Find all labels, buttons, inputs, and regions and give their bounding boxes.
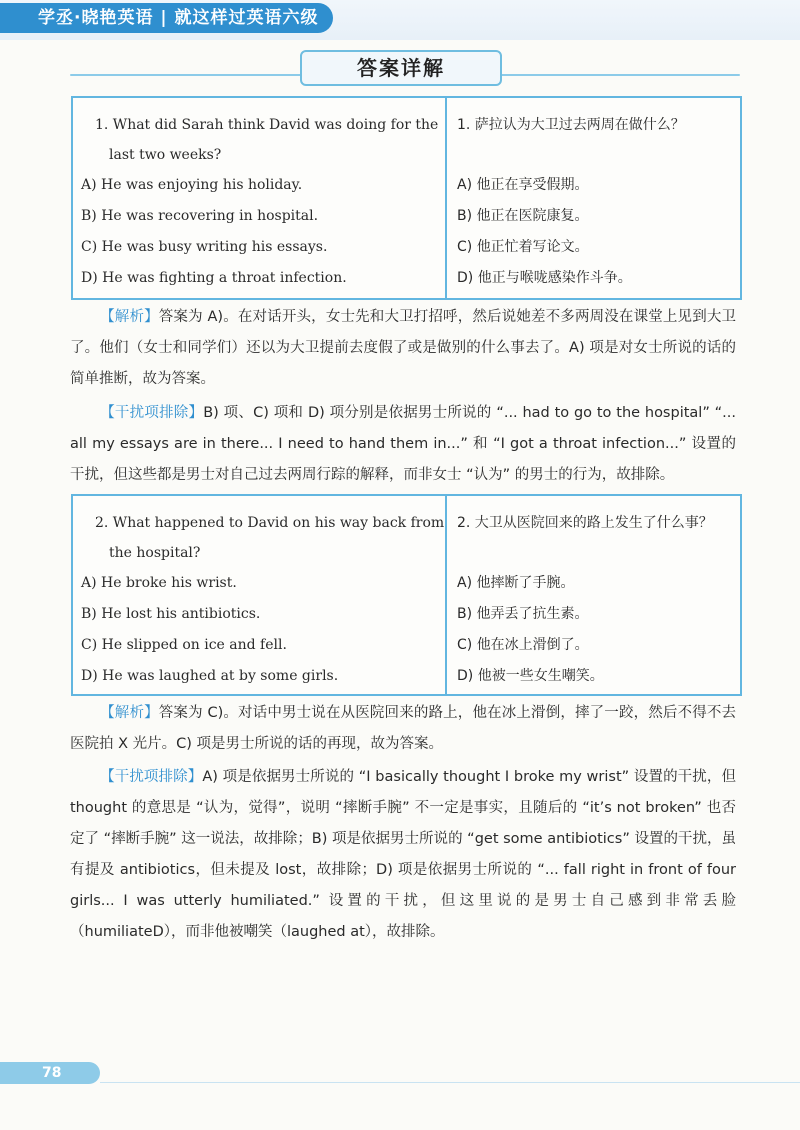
question-2-text-en: 2. What happened to David on his way back from the hospital?: [95, 515, 445, 561]
question-1-analysis: [70, 302, 736, 395]
question-1-text-zh: 1. 萨拉认为大卫过去两周在做什么？: [457, 117, 685, 133]
question-1-option-c-zh: C) 他正忙着写论文。: [457, 239, 589, 255]
section-title: 答案详解: [300, 50, 502, 86]
distractor-tag: 【干扰项排除】: [100, 769, 203, 785]
question-2-distractors: [70, 762, 736, 948]
question-1-option-d-en: D) He was fighting a throat infection.: [81, 270, 347, 286]
distractor-text: A) 项是依据男士所说的 “I basically thought I broke my wrist” 设置的干扰，但 thought 的意思是 “认为，觉得”，说明 “摔断手腕” 不一定是事实，且随后的 “it’s not broken” 也否定了 “摔断手腕” 这一说法，故排除；B) 项是依据男士所说的 “get some antibiotics” 设置的干扰，虽有提及 antibiotics，但未提及 lost，故排除；D) 项是依据男士所说的 “... fall right in front of four girls... I was utterly humiliated.” 设置的干扰，但这里说的是男士自己感到非常丢脸（humiliateD），而非他被嘲笑（laughed at），故排除。: [70, 769, 736, 940]
question-2-option-d-zh: D) 他被一些女生嘲笑。: [457, 668, 604, 684]
question-1-table: [71, 96, 742, 300]
analysis-tag: 【解析】: [100, 309, 159, 325]
question-2-option-a-en: A) He broke his wrist.: [81, 575, 237, 591]
question-2-option-b-en: B) He lost his antibiotics.: [81, 606, 261, 622]
question-1-option-a-zh: A) 他正在享受假期。: [457, 177, 589, 193]
book-title: 就这样过英语六级: [174, 8, 319, 28]
question-1-option-a-en: A) He was enjoying his holiday.: [81, 177, 303, 193]
question-2-english: [73, 496, 447, 694]
question-2-table: [71, 494, 742, 696]
question-1-option-b-zh: B) 他正在医院康复。: [457, 208, 589, 224]
question-1-chinese: [447, 98, 740, 298]
analysis-text: 答案为 A)。在对话开头，女士先和大卫打招呼，然后说她差不多两周没在课堂上见到大卫了。他们（女士和同学们）还以为大卫提前去度假了或是做别的什么事去了。A) 项是对女士所说的话的简单推断，故为答案。: [70, 309, 737, 387]
question-2-option-d-en: D) He was laughed at by some girls.: [81, 668, 339, 684]
question-2-chinese: [447, 496, 740, 694]
question-2-option-c-zh: C) 他在冰上滑倒了。: [457, 637, 589, 653]
page-number: 78: [0, 1062, 100, 1084]
question-1-distractors: [70, 398, 736, 491]
series-title: 学丞·晓艳英语 | 就这样过英语六级: [0, 3, 333, 33]
footer-rule: [100, 1082, 800, 1083]
question-1-english: [73, 98, 447, 298]
question-2-option-a-zh: A) 他摔断了手腕。: [457, 575, 575, 591]
analysis-tag: 【解析】: [100, 705, 159, 721]
question-1-option-b-en: B) He was recovering in hospital.: [81, 208, 319, 224]
question-2-text-zh: 2. 大卫从医院回来的路上发生了什么事？: [457, 515, 713, 531]
question-2-option-c-en: C) He slipped on ice and fell.: [81, 637, 287, 653]
distractor-tag: 【干扰项排除】: [100, 405, 204, 421]
question-2-option-b-zh: B) 他弄丢了抗生素。: [457, 606, 589, 622]
question-2-analysis: [70, 698, 736, 760]
analysis-text: 答案为 C)。对话中男士说在从医院回来的路上，他在冰上滑倒，摔了一跤，然后不得不去医院拍 X 光片。C) 项是男士所说的话的再现，故为答案。: [70, 705, 737, 752]
header-bar: [0, 0, 800, 40]
question-1-option-c-en: C) He was busy writing his essays.: [81, 239, 328, 255]
question-1-text-en: 1. What did Sarah think David was doing for the last two weeks?: [95, 117, 439, 163]
question-1-option-d-zh: D) 他正与喉咙感染作斗争。: [457, 270, 632, 286]
brand-name: 学丞·晓艳英语: [38, 8, 154, 28]
distractor-text: B) 项、C) 项和 D) 项分别是依据男士所说的 “... had to go to the hospital” “... all my essays are in there... I need to hand them in...” 和 “I got a throat infection...” 设置的干扰，但这些都是男士对自己过去两周行踪的解释，而非女士 “认为” 的男士的行为，故排除。: [70, 405, 736, 483]
